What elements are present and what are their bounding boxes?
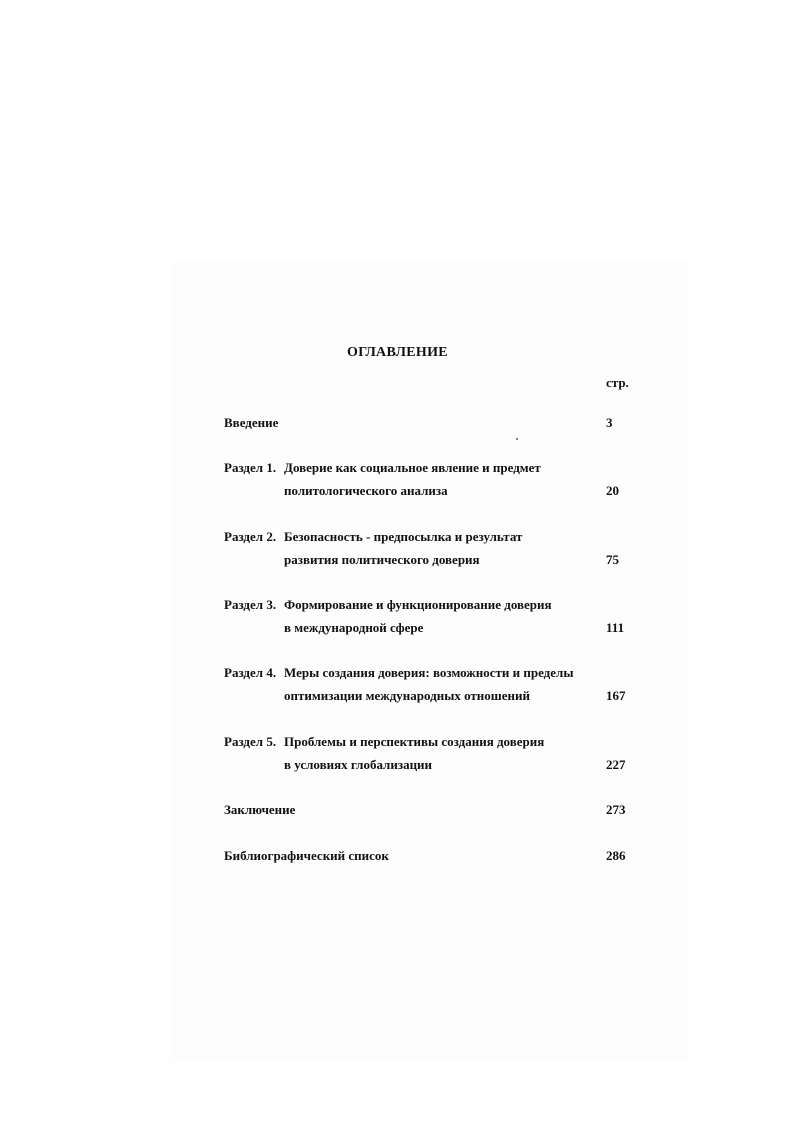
- toc-entry-section-5[interactable]: [224, 730, 644, 776]
- toc-entry-introduction[interactable]: [224, 411, 644, 434]
- toc-entry-page: 273: [606, 802, 626, 817]
- toc-entry-text: оптимизации международных отношений: [284, 688, 531, 703]
- toc-entry-page: 167: [606, 688, 626, 703]
- toc-entry-section-1[interactable]: [224, 456, 644, 502]
- toc-entry-section-3[interactable]: [224, 593, 644, 639]
- toc-entry-text: Библиографический список: [224, 848, 389, 863]
- toc-entry-page: 75: [606, 552, 619, 567]
- toc-entry-conclusion[interactable]: [224, 798, 644, 821]
- page-column-label: стр.: [606, 375, 629, 390]
- toc-entry-text: Проблемы и перспективы создания доверия: [284, 734, 545, 749]
- toc-entry-label: Раздел 3.: [224, 597, 277, 612]
- toc-entry-page: 20: [606, 483, 619, 498]
- toc-entry-page: 286: [606, 848, 626, 863]
- toc-entry-text: Меры создания доверия: возможности и пределы: [284, 665, 574, 680]
- toc-entry-page: 111: [606, 620, 625, 635]
- toc-entry-text: в условиях глобализации: [284, 757, 433, 772]
- toc-entry-text: в международной сфере: [284, 620, 424, 635]
- toc-entry-section-2[interactable]: [224, 525, 644, 571]
- toc-entry-text: Доверие как социальное явление и предмет: [284, 460, 541, 475]
- toc-entry-label: Раздел 2.: [224, 529, 277, 544]
- page-title: ОГЛАВЛЕНИЕ: [347, 345, 448, 360]
- toc-entry-label: Раздел 4.: [224, 665, 277, 680]
- toc-entry-text: Введение: [224, 415, 279, 430]
- toc-entry-text: развития политического доверия: [284, 552, 480, 567]
- toc-entry-text: Заключение: [224, 802, 296, 817]
- toc-entry-text: Формирование и функционирование доверия: [284, 597, 552, 612]
- toc-entry-page: 3: [606, 415, 613, 430]
- toc-entry-bibliography[interactable]: [224, 844, 644, 867]
- toc-entry-label: Раздел 5.: [224, 734, 277, 749]
- toc-entry-label: Раздел 1.: [224, 460, 277, 475]
- scan-speck: [516, 438, 518, 440]
- toc-entry-text: политологического анализа: [284, 483, 448, 498]
- toc-entry-text: Безопасность - предпосылка и результат: [284, 529, 523, 544]
- toc-entry-page: 227: [606, 757, 626, 772]
- toc-entry-section-4[interactable]: [224, 661, 644, 707]
